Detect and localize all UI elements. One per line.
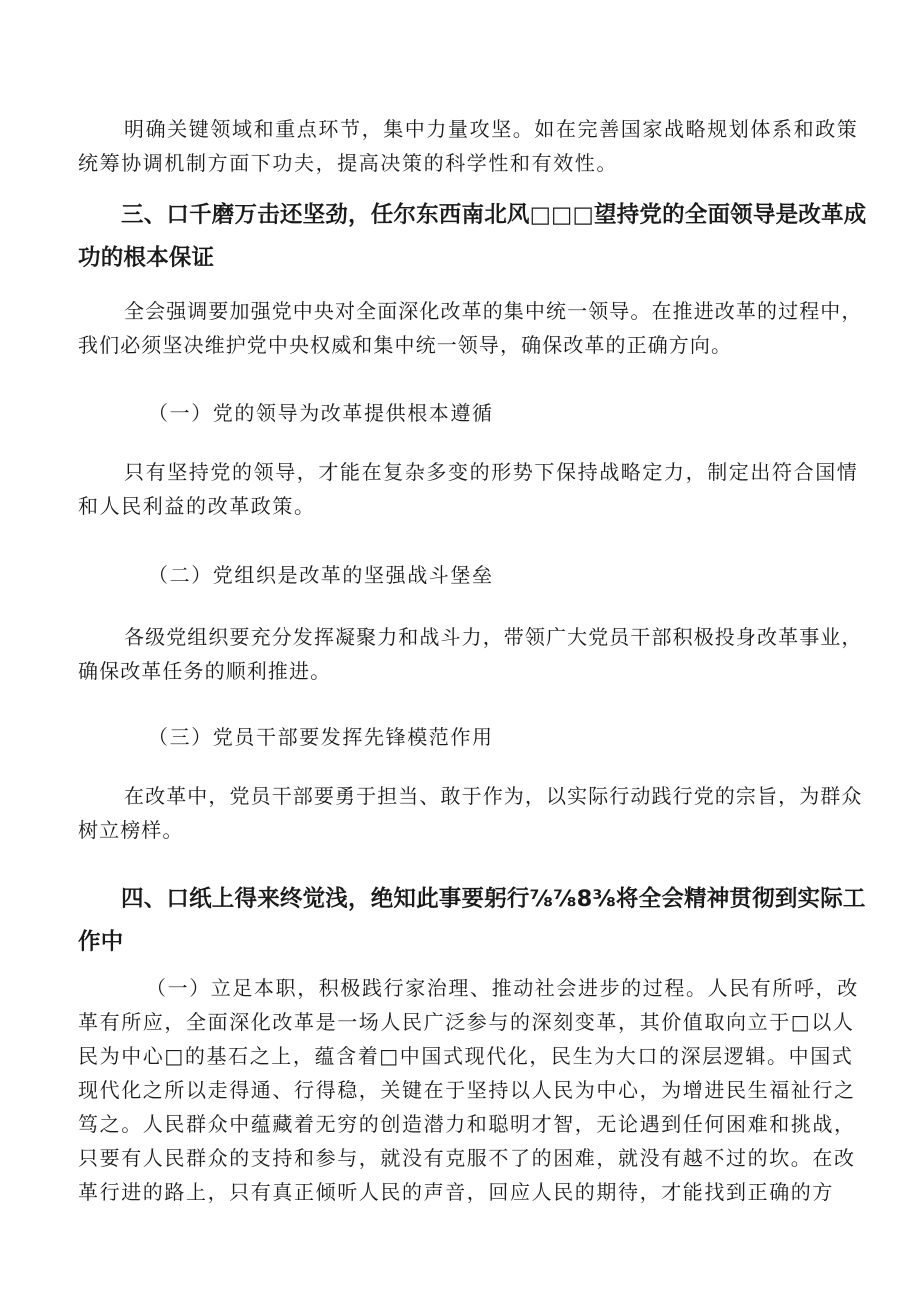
text-line: 民为中心□的基石之上，蕴含着□中国式现代化，民生为大口的深层逻辑。中国式 bbox=[78, 1044, 854, 1068]
heading-line: 作中 bbox=[78, 929, 124, 955]
text-line: 革有所应，全面深化改革是一场人民广泛参与的深刻变革，其价值取向立于□以人 bbox=[78, 1010, 855, 1034]
text-line: 树立榜样。 bbox=[78, 818, 184, 842]
paragraph bbox=[78, 455, 868, 523]
text-line: 革行进的路上，只有真正倾听人民的声音，回应人民的期待，才能找到正确的方 bbox=[78, 1180, 834, 1204]
text-line: 只要有人民群众的支持和参与，就没有克服不了的困难，就没有越不过的坎。在改 bbox=[78, 1146, 856, 1170]
text-line: 统筹协调机制方面下功夫，提高决策的科学性和有效性。 bbox=[78, 151, 618, 175]
text-line: （一）立足本职，积极践行家治理、推动社会进步的过程。人民有所呼，改 bbox=[146, 976, 859, 1000]
section-heading bbox=[78, 194, 878, 280]
paragraph bbox=[78, 112, 868, 180]
text-line: 在改革中，党员干部要勇于担当、敢于作为，以实际行动践行党的宗旨，为群众 bbox=[124, 784, 863, 808]
subheading: （三）党员干部要发挥先锋模范作用 bbox=[148, 725, 494, 749]
text-line: 笃之。人民群众中蕴藏着无穷的创造潜力和聪明才智，无论遇到任何困难和挑战， bbox=[78, 1112, 856, 1136]
paragraph bbox=[78, 971, 868, 1209]
text-line: 明确关键领域和重点环节，集中力量攻坚。如在完善国家战略规划体系和政策 bbox=[124, 117, 859, 141]
text-line: 和人民利益的改革政策。 bbox=[78, 494, 316, 518]
heading-line: 四、口纸上得来终觉浅，绝知此事要躬行⅞⅞8⅜将全会精神贯彻到实际工 bbox=[121, 886, 866, 912]
subheading: （二）党组织是改革的坚强战斗堡垒 bbox=[148, 563, 494, 587]
heading-line: 三、口千磨万击还坚劲，任尔东西南北风□□□望持党的全面领导是改革成 bbox=[121, 202, 867, 228]
heading-line: 功的根本保证 bbox=[78, 245, 215, 271]
text-line: 我们必须坚决维护党中央权威和集中统一领导，确保改革的正确方向。 bbox=[78, 333, 733, 357]
text-line: 各级党组织要充分发挥凝聚力和战斗力，带领广大党员干部积极投身改革事业， bbox=[124, 625, 863, 649]
section-heading bbox=[78, 878, 878, 964]
paragraph bbox=[78, 620, 868, 688]
subheading: （一）党的领导为改革提供根本遵循 bbox=[148, 401, 494, 425]
text-line: 确保改革任务的顺利推进。 bbox=[78, 659, 332, 683]
text-line: 全会强调要加强党中央对全面深化改革的集中统一领导。在推进改革的过程中， bbox=[124, 299, 863, 323]
text-line: 只有坚持党的领导，才能在复杂多变的形势下保持战略定力，制定出符合国情 bbox=[124, 460, 859, 484]
paragraph bbox=[78, 294, 868, 362]
text-line: 现代化之所以走得通、行得稳，关键在于坚持以人民为中心，为增进民生福祉行之 bbox=[78, 1078, 856, 1102]
paragraph bbox=[78, 779, 868, 847]
